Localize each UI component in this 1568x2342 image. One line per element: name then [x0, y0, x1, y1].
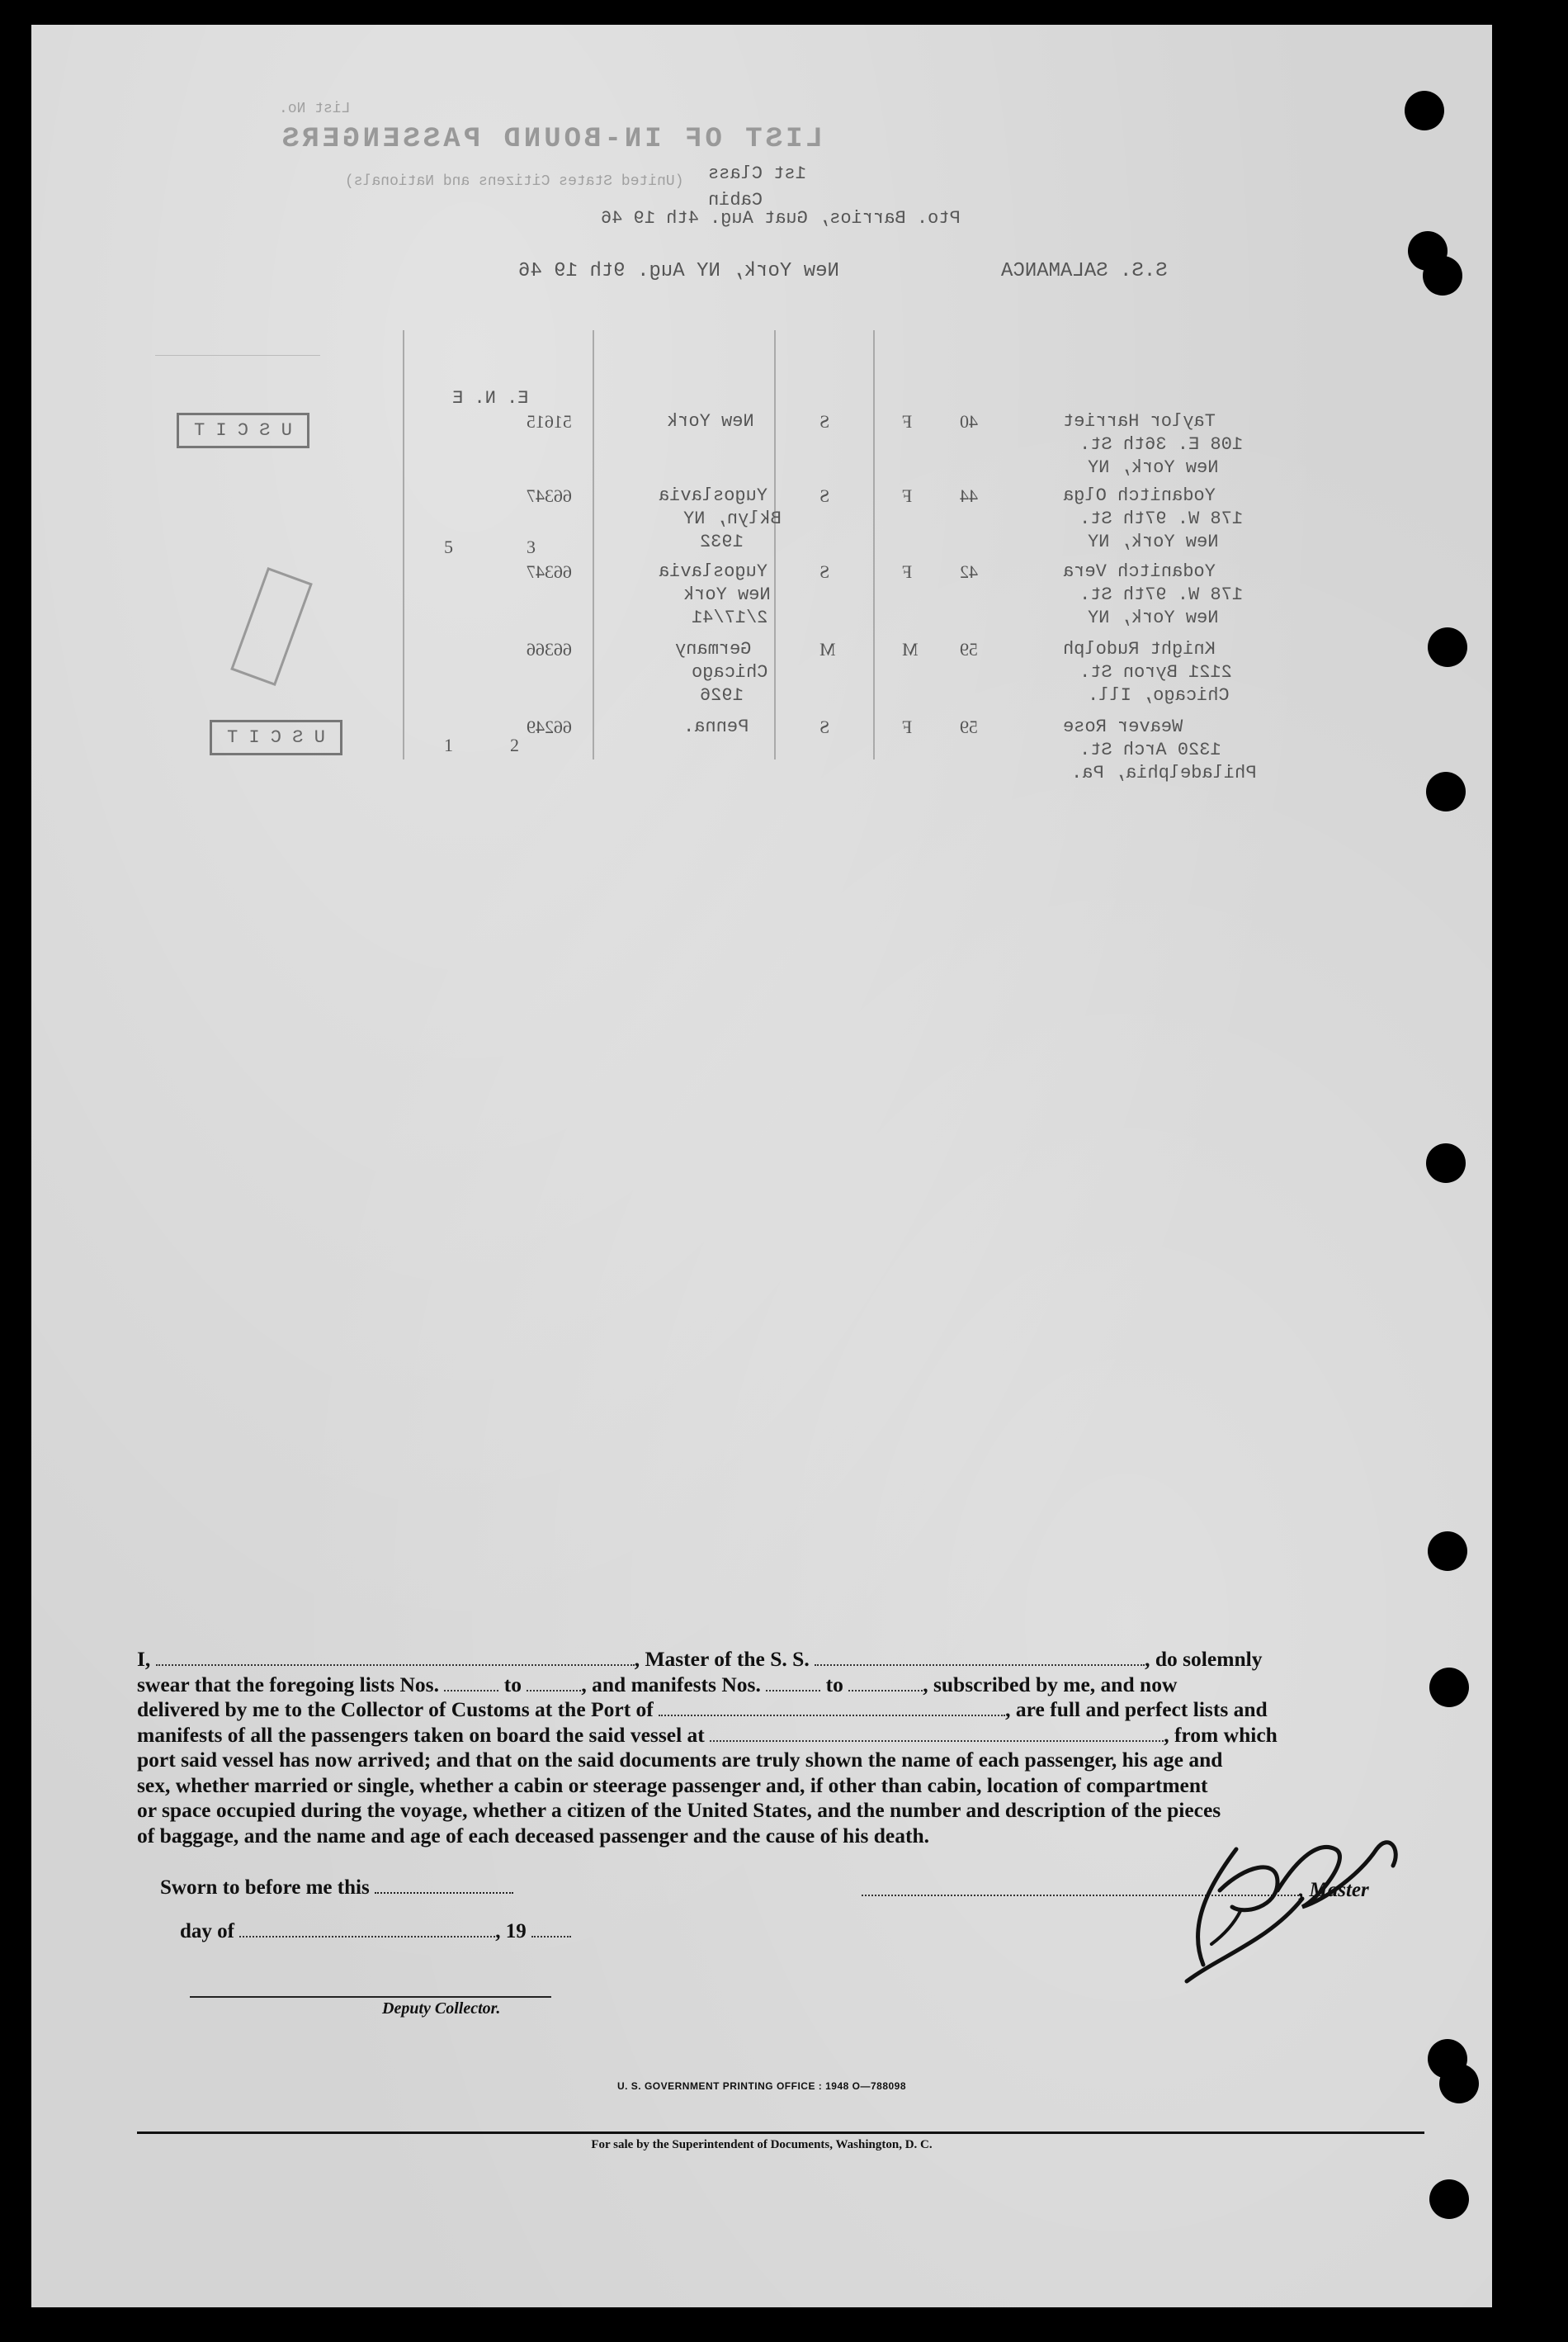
- passenger-birthplace: Penna.: [683, 717, 749, 737]
- master-signature-line: , Master: [862, 1879, 1369, 1902]
- day-of-line: day of , 19: [180, 1920, 571, 1943]
- list-to-blank[interactable]: [527, 1675, 581, 1691]
- passenger-address: Chicago, Ill.: [1088, 685, 1230, 706]
- passenger-marital: S: [819, 485, 830, 506]
- passenger-sex: F: [902, 411, 913, 432]
- passenger-birthplace: New York: [667, 411, 754, 432]
- passenger-age: 40: [960, 411, 978, 432]
- month-blank[interactable]: [239, 1921, 495, 1937]
- passenger-code: 66366: [527, 639, 572, 660]
- passenger-sex: F: [902, 717, 913, 737]
- passenger-birthplace: Yugoslavia: [659, 561, 768, 582]
- column-divider: [774, 330, 776, 759]
- passenger-name: Yodanitch Vera: [1063, 561, 1216, 582]
- passenger-age: 42: [960, 561, 978, 582]
- manifest-to-blank[interactable]: [848, 1675, 923, 1691]
- bleed-column-marks: E. N. E: [452, 388, 529, 409]
- citizenship-stamp: U S C I T: [177, 413, 309, 448]
- list-from-blank[interactable]: [444, 1675, 498, 1691]
- column-divider: [593, 330, 594, 759]
- passenger-marital: S: [819, 561, 830, 582]
- passenger-address: 2121 Byron St.: [1079, 662, 1232, 683]
- binder-hole: [1423, 256, 1462, 296]
- passenger-age: 44: [960, 485, 978, 506]
- oath-line-8: of baggage, and the name and age of each deceased passenger and the cause of his death.: [137, 1823, 930, 1848]
- column-divider: [403, 330, 404, 759]
- passenger-address: New York, NY: [1088, 457, 1219, 478]
- master-signature: [1154, 1775, 1426, 1998]
- passenger-name: Weaver Rose: [1063, 717, 1183, 737]
- binder-hole: [1426, 1143, 1466, 1183]
- deputy-collector-label: Deputy Collector.: [382, 1999, 501, 2018]
- bleed-ship-name: S.S. SALAMANCA: [1001, 260, 1168, 282]
- passenger-extra: 1932: [700, 532, 744, 552]
- passenger-extra: New York: [683, 584, 771, 605]
- passenger-address: 178 W. 97th St.: [1079, 509, 1244, 529]
- oath-line-7: or space occupied during the voyage, whether a citizen of the United States, and the number and description of the pieces: [137, 1798, 1221, 1822]
- manifest-from-blank[interactable]: [766, 1675, 820, 1691]
- year-blank[interactable]: [531, 1921, 571, 1937]
- passenger-address: 108 E. 36th St.: [1079, 434, 1244, 455]
- document-page: [31, 25, 1492, 2307]
- binder-hole: [1405, 91, 1444, 130]
- printing-office-imprint: U. S. GOVERNMENT PRINTING OFFICE : 1948 O—788098: [616, 2080, 907, 2092]
- binder-hole: [1428, 627, 1467, 667]
- passenger-name: Knight Rudolph: [1063, 639, 1216, 660]
- passenger-marital: M: [819, 639, 836, 660]
- passenger-code: 66347: [527, 561, 572, 582]
- passenger-extra: Chicago: [692, 662, 768, 683]
- bleed-departure: Pto. Barrios, Guat Aug. 4th 19 46: [601, 208, 961, 229]
- passenger-marital: S: [819, 411, 830, 432]
- passenger-code: 66347: [527, 485, 572, 506]
- oath-line-6: sex, whether married or single, whether a cabin or steerage passenger and, if other than cabin, location of compartment: [137, 1772, 1208, 1797]
- binder-hole: [1426, 772, 1466, 811]
- passenger-name: Taylor Harriet: [1063, 411, 1216, 432]
- bleed-form-subtitle: (United States Citizens and Nationals): [345, 173, 684, 190]
- passenger-name: Yodanitch Olga: [1063, 485, 1216, 506]
- oath-line-1: I, , Master of the S. S. , do solemnly: [137, 1647, 1263, 1671]
- bleed-form-title: LIST OF IN-BOUND PASSENGERS: [279, 124, 823, 155]
- passenger-address: 1320 Arch St.: [1079, 740, 1221, 760]
- faint-stamp: [230, 567, 313, 686]
- sworn-day-blank[interactable]: [375, 1877, 513, 1894]
- passenger-age: 59: [960, 717, 978, 737]
- passenger-code: 66249: [527, 717, 572, 737]
- bleed-arrival: New York, NY Aug. 9th 19 46: [518, 260, 839, 282]
- binder-hole: [1429, 2179, 1469, 2219]
- passenger-marital: S: [819, 717, 830, 737]
- tally-mark: 3: [527, 537, 536, 557]
- bleed-class-2: Cabin: [708, 190, 763, 211]
- passenger-address: New York, NY: [1088, 608, 1219, 628]
- footer-rule: [137, 2131, 1424, 2134]
- passenger-code: 51615: [527, 411, 572, 432]
- deputy-collector-rule: [190, 1996, 551, 1998]
- passenger-extra: 1926: [700, 685, 744, 706]
- passenger-extra: Bklyn, NY: [683, 509, 782, 529]
- passenger-birthplace: Germany: [675, 639, 752, 660]
- passenger-sex: F: [902, 561, 913, 582]
- passenger-sex: F: [902, 485, 913, 506]
- bleed-class-1: 1st Class: [708, 163, 806, 184]
- column-divider: [873, 330, 875, 759]
- passenger-birthplace: Yugoslavia: [659, 485, 768, 506]
- tally-mark: 5: [444, 537, 453, 557]
- sworn-line: Sworn to before me this: [160, 1876, 513, 1900]
- boarding-port-blank[interactable]: [710, 1725, 1164, 1742]
- tally-mark: 2: [510, 735, 519, 755]
- oath-line-2: swear that the foregoing lists Nos. to , and manifests Nos. to , subscribed by me, and now: [137, 1672, 1178, 1696]
- for-sale-notice: For sale by the Superintendent of Documents, Washington, D. C.: [591, 2138, 933, 2151]
- binder-hole: [1429, 1668, 1469, 1707]
- bleed-list-no: List No.: [279, 101, 351, 117]
- citizenship-stamp: U S C I T: [210, 720, 342, 755]
- passenger-age: 59: [960, 639, 978, 660]
- passenger-address: 178 W. 97th St.: [1079, 584, 1244, 605]
- passenger-address: Philadelphia, Pa.: [1071, 763, 1257, 783]
- oath-line-3: delivered by me to the Collector of Customs at the Port of , are full and perfect lists and: [137, 1697, 1268, 1721]
- passenger-address: New York, NY: [1088, 532, 1219, 552]
- oath-line-5: port said vessel has now arrived; and that on the said documents are truly shown the name of each passenger, his age and: [137, 1748, 1223, 1772]
- binder-hole: [1428, 1531, 1467, 1571]
- passenger-sex: M: [902, 639, 919, 660]
- bleed-header-rule: [155, 355, 320, 389]
- master-name-blank[interactable]: [156, 1649, 635, 1666]
- ship-name-blank[interactable]: [815, 1649, 1145, 1666]
- port-blank[interactable]: [659, 1700, 1005, 1716]
- tally-mark: 1: [444, 735, 453, 755]
- passenger-extra: 2/17/41: [692, 608, 768, 628]
- oath-line-4: manifests of all the passengers taken on board the said vessel at , from which: [137, 1722, 1278, 1747]
